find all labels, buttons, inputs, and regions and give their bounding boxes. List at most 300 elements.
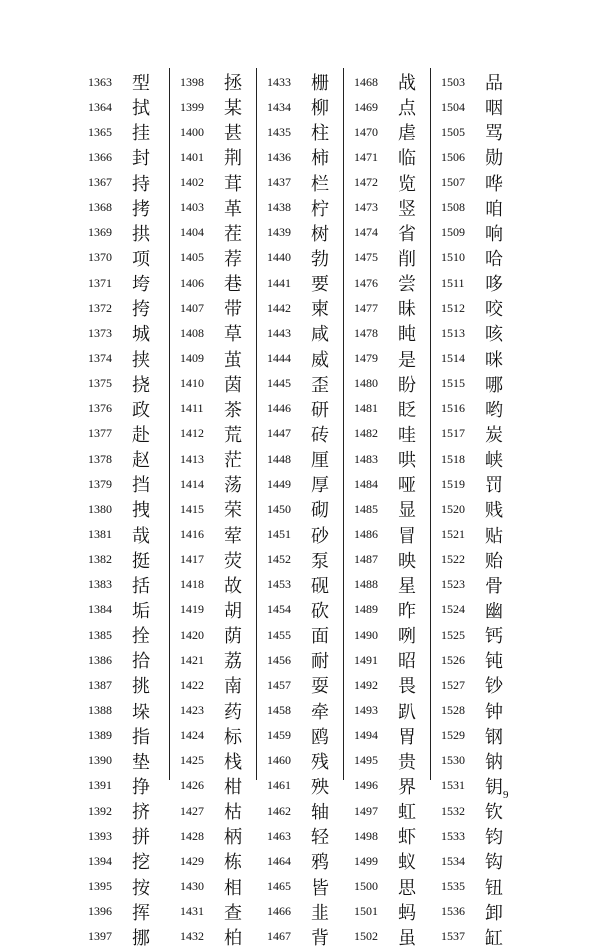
entry-number: 1366 bbox=[88, 149, 112, 164]
entry-character: 贴 bbox=[485, 525, 503, 547]
entry-character: 昭 bbox=[398, 651, 416, 673]
entry-character: 相 bbox=[224, 877, 242, 899]
table-row bbox=[82, 422, 169, 446]
entry-number: 1439 bbox=[267, 225, 291, 240]
entry-number: 1487 bbox=[354, 552, 378, 567]
table-row bbox=[431, 447, 517, 471]
entry-number: 1532 bbox=[441, 803, 465, 818]
table-row bbox=[170, 221, 256, 245]
table-row bbox=[344, 925, 430, 949]
entry-character: 草 bbox=[224, 324, 242, 346]
entry-character: 钥 bbox=[485, 776, 503, 798]
table-row bbox=[431, 699, 517, 723]
table-row bbox=[431, 70, 517, 94]
entry-number: 1520 bbox=[441, 501, 465, 516]
entry-character: 胃 bbox=[398, 726, 416, 748]
table-row bbox=[344, 196, 430, 220]
entry-number: 1482 bbox=[354, 426, 378, 441]
entry-number: 1379 bbox=[88, 476, 112, 491]
table-row bbox=[257, 824, 343, 848]
entry-number: 1367 bbox=[88, 175, 112, 190]
entry-number: 1442 bbox=[267, 300, 291, 315]
entry-number: 1535 bbox=[441, 879, 465, 893]
entry-character: 咽 bbox=[485, 98, 503, 120]
table-row bbox=[257, 145, 343, 169]
entry-number: 1378 bbox=[88, 451, 112, 466]
entry-character: 咱 bbox=[485, 198, 503, 220]
entry-number: 1496 bbox=[354, 778, 378, 793]
entry-character: 骨 bbox=[485, 575, 503, 597]
entry-character: 削 bbox=[398, 248, 416, 270]
table-row bbox=[344, 472, 430, 496]
table-column bbox=[343, 68, 430, 949]
table-row bbox=[170, 447, 256, 471]
table-row bbox=[170, 548, 256, 572]
entry-number: 1444 bbox=[267, 351, 291, 366]
entry-number: 1371 bbox=[88, 275, 112, 290]
table-row bbox=[82, 347, 169, 371]
table-row bbox=[170, 648, 256, 672]
table-row bbox=[431, 849, 517, 873]
entry-number: 1521 bbox=[441, 527, 465, 542]
entry-number: 1510 bbox=[441, 250, 465, 265]
table-row bbox=[82, 774, 169, 798]
entry-character: 虐 bbox=[398, 123, 416, 145]
entry-character: 背 bbox=[311, 927, 329, 949]
table-row bbox=[344, 271, 430, 295]
table-row bbox=[170, 900, 256, 924]
entry-character: 挠 bbox=[132, 374, 150, 396]
entry-character: 荆 bbox=[224, 148, 242, 170]
entry-character: 咸 bbox=[311, 324, 329, 346]
table-row bbox=[257, 673, 343, 697]
table-row bbox=[170, 497, 256, 521]
table-row bbox=[257, 171, 343, 195]
table-row bbox=[170, 699, 256, 723]
entry-number: 1407 bbox=[180, 300, 204, 315]
table-row bbox=[257, 372, 343, 396]
entry-character: 柄 bbox=[224, 827, 242, 849]
page-number: 9 bbox=[503, 789, 509, 801]
entry-character: 盹 bbox=[398, 324, 416, 346]
entry-character: 显 bbox=[398, 500, 416, 522]
entry-character: 挡 bbox=[132, 475, 150, 497]
table-row bbox=[344, 699, 430, 723]
entry-number: 1454 bbox=[267, 602, 291, 617]
table-row bbox=[431, 246, 517, 270]
entry-character: 挪 bbox=[132, 927, 150, 949]
entry-number: 1529 bbox=[441, 728, 465, 743]
entry-number: 1461 bbox=[267, 778, 291, 793]
entry-number: 1446 bbox=[267, 401, 291, 416]
entry-number: 1471 bbox=[354, 149, 378, 164]
entry-number: 1466 bbox=[267, 904, 291, 919]
entry-character: 冒 bbox=[398, 525, 416, 547]
entry-number: 1462 bbox=[267, 803, 291, 818]
entry-character: 茧 bbox=[224, 349, 242, 371]
table-row bbox=[431, 523, 517, 547]
entry-character: 竖 bbox=[398, 198, 416, 220]
table-row bbox=[344, 296, 430, 320]
entry-number: 1500 bbox=[354, 879, 378, 893]
table-row bbox=[82, 321, 169, 345]
entry-character: 哪 bbox=[485, 374, 503, 396]
table-row bbox=[257, 548, 343, 572]
entry-number: 1537 bbox=[441, 929, 465, 944]
entry-character: 哟 bbox=[485, 399, 503, 421]
entry-number: 1523 bbox=[441, 577, 465, 592]
table-row bbox=[431, 673, 517, 697]
entry-number: 1374 bbox=[88, 351, 112, 366]
entry-number: 1431 bbox=[180, 904, 204, 919]
table-row bbox=[431, 271, 517, 295]
table-row bbox=[344, 70, 430, 94]
entry-number: 1424 bbox=[180, 728, 204, 743]
table-row bbox=[431, 95, 517, 119]
entry-character: 轴 bbox=[311, 802, 329, 824]
entry-character: 哗 bbox=[485, 173, 503, 195]
table-row bbox=[344, 171, 430, 195]
entry-number: 1506 bbox=[441, 149, 465, 164]
entry-number: 1531 bbox=[441, 778, 465, 793]
entry-character: 思 bbox=[398, 877, 416, 899]
table-row bbox=[257, 347, 343, 371]
table-row bbox=[257, 900, 343, 924]
entry-character: 茫 bbox=[224, 450, 242, 472]
entry-character: 皆 bbox=[311, 877, 329, 899]
table-row bbox=[257, 648, 343, 672]
table-row bbox=[257, 523, 343, 547]
entry-character: 挟 bbox=[132, 349, 150, 371]
table-row bbox=[82, 925, 169, 949]
table-row bbox=[431, 472, 517, 496]
entry-character: 钧 bbox=[485, 827, 503, 849]
entry-number: 1519 bbox=[441, 476, 465, 491]
entry-character: 挥 bbox=[132, 902, 150, 924]
table-row bbox=[344, 523, 430, 547]
entry-character: 钢 bbox=[485, 726, 503, 748]
entry-character: 柳 bbox=[311, 98, 329, 120]
entry-character: 幽 bbox=[485, 600, 503, 622]
entry-character: 柑 bbox=[224, 776, 242, 798]
entry-character: 眨 bbox=[398, 399, 416, 421]
entry-number: 1434 bbox=[267, 99, 291, 114]
table-row bbox=[82, 900, 169, 924]
table-row bbox=[82, 598, 169, 622]
entry-character: 韭 bbox=[311, 902, 329, 924]
entry-number: 1395 bbox=[88, 879, 112, 893]
entry-character: 拯 bbox=[224, 73, 242, 94]
table-row bbox=[257, 799, 343, 823]
entry-number: 1445 bbox=[267, 376, 291, 391]
entry-character: 点 bbox=[398, 98, 416, 120]
entry-character: 映 bbox=[398, 550, 416, 572]
entry-character: 钞 bbox=[485, 676, 503, 698]
table-row bbox=[257, 296, 343, 320]
table-row bbox=[431, 347, 517, 371]
table-row bbox=[170, 749, 256, 773]
entry-character: 荐 bbox=[224, 248, 242, 270]
entry-character: 带 bbox=[224, 299, 242, 321]
table-column bbox=[169, 68, 256, 949]
entry-character: 持 bbox=[132, 173, 150, 195]
entry-character: 项 bbox=[132, 248, 150, 270]
entry-character: 革 bbox=[224, 198, 242, 220]
entry-number: 1376 bbox=[88, 401, 112, 416]
table-row bbox=[344, 799, 430, 823]
entry-number: 1405 bbox=[180, 250, 204, 265]
table-row bbox=[82, 849, 169, 873]
table-row bbox=[82, 472, 169, 496]
entry-character: 钝 bbox=[485, 651, 503, 673]
entry-number: 1449 bbox=[267, 476, 291, 491]
entry-number: 1484 bbox=[354, 476, 378, 491]
entry-number: 1386 bbox=[88, 652, 112, 667]
entry-character: 峡 bbox=[485, 450, 503, 472]
entry-character: 砚 bbox=[311, 575, 329, 597]
table-row bbox=[431, 875, 517, 899]
entry-character: 临 bbox=[398, 148, 416, 170]
table-row bbox=[170, 573, 256, 597]
entry-character: 垫 bbox=[132, 751, 150, 773]
table-row bbox=[344, 447, 430, 471]
entry-character: 树 bbox=[311, 223, 329, 245]
entry-character: 钦 bbox=[485, 802, 503, 824]
entry-character: 鸥 bbox=[311, 726, 329, 748]
entry-number: 1385 bbox=[88, 627, 112, 642]
table-row bbox=[431, 321, 517, 345]
entry-character: 泵 bbox=[311, 550, 329, 572]
entry-character: 栈 bbox=[224, 751, 242, 773]
entry-number: 1400 bbox=[180, 124, 204, 139]
entry-number: 1393 bbox=[88, 828, 112, 843]
table-row bbox=[82, 397, 169, 421]
table-row bbox=[170, 70, 256, 94]
entry-number: 1375 bbox=[88, 376, 112, 391]
table-row bbox=[82, 271, 169, 295]
table-row bbox=[257, 497, 343, 521]
entry-character: 虽 bbox=[398, 927, 416, 949]
table-row bbox=[82, 573, 169, 597]
table-row bbox=[344, 422, 430, 446]
entry-number: 1384 bbox=[88, 602, 112, 617]
entry-number: 1390 bbox=[88, 753, 112, 768]
table-row bbox=[344, 648, 430, 672]
entry-number: 1514 bbox=[441, 351, 465, 366]
entry-number: 1534 bbox=[441, 853, 465, 868]
entry-number: 1505 bbox=[441, 124, 465, 139]
table-row bbox=[257, 849, 343, 873]
table-row bbox=[431, 824, 517, 848]
entry-character: 荒 bbox=[224, 424, 242, 446]
entry-number: 1477 bbox=[354, 300, 378, 315]
entry-number: 1417 bbox=[180, 552, 204, 567]
entry-number: 1479 bbox=[354, 351, 378, 366]
entry-character: 咧 bbox=[398, 626, 416, 648]
entry-character: 界 bbox=[398, 776, 416, 798]
entry-number: 1403 bbox=[180, 200, 204, 215]
entry-number: 1450 bbox=[267, 501, 291, 516]
table-row bbox=[344, 221, 430, 245]
table-row bbox=[257, 749, 343, 773]
entry-number: 1494 bbox=[354, 728, 378, 743]
entry-number: 1486 bbox=[354, 527, 378, 542]
entry-number: 1397 bbox=[88, 929, 112, 944]
entry-character: 拱 bbox=[132, 223, 150, 245]
table-row bbox=[170, 598, 256, 622]
table-row bbox=[431, 623, 517, 647]
entry-character: 勃 bbox=[311, 248, 329, 270]
table-row bbox=[344, 573, 430, 597]
entry-character: 荡 bbox=[224, 475, 242, 497]
entry-number: 1369 bbox=[88, 225, 112, 240]
entry-number: 1511 bbox=[441, 275, 465, 290]
table-row bbox=[170, 799, 256, 823]
table-row bbox=[344, 774, 430, 798]
entry-character: 牵 bbox=[311, 701, 329, 723]
entry-number: 1467 bbox=[267, 929, 291, 944]
entry-character: 砖 bbox=[311, 424, 329, 446]
entry-number: 1503 bbox=[441, 74, 465, 89]
table-row bbox=[82, 120, 169, 144]
entry-number: 1368 bbox=[88, 200, 112, 215]
entry-character: 拷 bbox=[132, 198, 150, 220]
entry-number: 1373 bbox=[88, 325, 112, 340]
entry-number: 1524 bbox=[441, 602, 465, 617]
table-row bbox=[82, 447, 169, 471]
entry-number: 1513 bbox=[441, 325, 465, 340]
entry-character: 昧 bbox=[398, 299, 416, 321]
table-row bbox=[170, 397, 256, 421]
entry-number: 1470 bbox=[354, 124, 378, 139]
entry-character: 栏 bbox=[311, 173, 329, 195]
table-row bbox=[257, 321, 343, 345]
entry-character: 茸 bbox=[224, 173, 242, 195]
table-row bbox=[431, 900, 517, 924]
table-row bbox=[257, 422, 343, 446]
entry-character: 挺 bbox=[132, 550, 150, 572]
entry-number: 1392 bbox=[88, 803, 112, 818]
entry-number: 1421 bbox=[180, 652, 204, 667]
entry-number: 1493 bbox=[354, 703, 378, 718]
entry-character: 昨 bbox=[398, 600, 416, 622]
table-row bbox=[257, 70, 343, 94]
entry-number: 1525 bbox=[441, 627, 465, 642]
entry-number: 1465 bbox=[267, 879, 291, 893]
table-row bbox=[82, 724, 169, 748]
entry-number: 1536 bbox=[441, 904, 465, 919]
table-row bbox=[170, 849, 256, 873]
entry-number: 1414 bbox=[180, 476, 204, 491]
table-row bbox=[82, 246, 169, 270]
table-row bbox=[170, 875, 256, 899]
table-column bbox=[430, 68, 517, 949]
entry-number: 1457 bbox=[267, 677, 291, 692]
entry-character: 茶 bbox=[224, 399, 242, 421]
entry-number: 1401 bbox=[180, 149, 204, 164]
entry-character: 挤 bbox=[132, 802, 150, 824]
entry-character: 赴 bbox=[132, 424, 150, 446]
entry-character: 挑 bbox=[132, 676, 150, 698]
table-row bbox=[170, 120, 256, 144]
entry-character: 星 bbox=[398, 575, 416, 597]
entry-character: 挂 bbox=[132, 123, 150, 145]
entry-character: 咳 bbox=[485, 324, 503, 346]
entry-number: 1480 bbox=[354, 376, 378, 391]
entry-character: 栋 bbox=[224, 852, 242, 874]
entry-number: 1458 bbox=[267, 703, 291, 718]
table-row bbox=[344, 95, 430, 119]
entry-character: 柠 bbox=[311, 198, 329, 220]
entry-character: 巷 bbox=[224, 274, 242, 296]
entry-character: 要 bbox=[311, 274, 329, 296]
entry-number: 1498 bbox=[354, 828, 378, 843]
table-row bbox=[82, 70, 169, 94]
table-row bbox=[257, 724, 343, 748]
table-row bbox=[82, 296, 169, 320]
entry-character: 蚂 bbox=[398, 902, 416, 924]
entry-character: 拼 bbox=[132, 827, 150, 849]
entry-character: 品 bbox=[485, 73, 503, 94]
entry-number: 1387 bbox=[88, 677, 112, 692]
table-row bbox=[431, 120, 517, 144]
entry-character: 标 bbox=[224, 726, 242, 748]
entry-number: 1476 bbox=[354, 275, 378, 290]
entry-character: 炭 bbox=[485, 424, 503, 446]
entry-number: 1381 bbox=[88, 527, 112, 542]
entry-number: 1495 bbox=[354, 753, 378, 768]
table-row bbox=[82, 548, 169, 572]
table-row bbox=[170, 774, 256, 798]
table-row bbox=[257, 623, 343, 647]
table-row bbox=[344, 598, 430, 622]
entry-character: 拴 bbox=[132, 626, 150, 648]
table-row bbox=[257, 196, 343, 220]
table-row bbox=[82, 196, 169, 220]
table-row bbox=[344, 724, 430, 748]
entry-number: 1365 bbox=[88, 124, 112, 139]
table-row bbox=[82, 523, 169, 547]
table-row bbox=[344, 548, 430, 572]
entry-character: 型 bbox=[132, 73, 150, 94]
entry-number: 1469 bbox=[354, 99, 378, 114]
table-row bbox=[431, 296, 517, 320]
entry-number: 1377 bbox=[88, 426, 112, 441]
entry-number: 1402 bbox=[180, 175, 204, 190]
entry-number: 1499 bbox=[354, 853, 378, 868]
table-row bbox=[257, 397, 343, 421]
entry-character: 哄 bbox=[398, 450, 416, 472]
table-row bbox=[431, 372, 517, 396]
table-row bbox=[344, 372, 430, 396]
entry-character: 骂 bbox=[485, 123, 503, 145]
entry-character: 南 bbox=[224, 676, 242, 698]
entry-character: 政 bbox=[132, 399, 150, 421]
table-row bbox=[344, 321, 430, 345]
entry-character: 挖 bbox=[132, 852, 150, 874]
entry-number: 1435 bbox=[267, 124, 291, 139]
table-row bbox=[344, 749, 430, 773]
entry-character: 响 bbox=[485, 223, 503, 245]
entry-number: 1430 bbox=[180, 879, 204, 893]
table-row bbox=[344, 875, 430, 899]
entry-number: 1415 bbox=[180, 501, 204, 516]
entry-number: 1459 bbox=[267, 728, 291, 743]
entry-number: 1437 bbox=[267, 175, 291, 190]
entry-number: 1473 bbox=[354, 200, 378, 215]
table-row bbox=[431, 598, 517, 622]
table-row bbox=[170, 171, 256, 195]
